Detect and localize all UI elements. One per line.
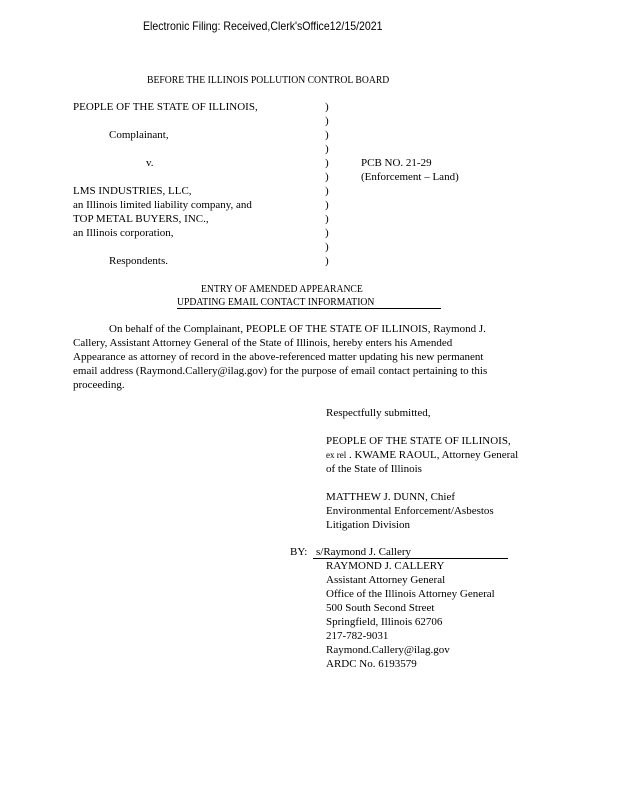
entry-title-underline (177, 308, 441, 309)
complainant-name: PEOPLE OF THE STATE OF ILLINOIS, (73, 101, 258, 113)
closing: Respectfully submitted, (326, 407, 431, 419)
signature-dunn: MATTHEW J. DUNN, Chief (326, 491, 456, 503)
respondent-2-description: an Illinois corporation, (73, 227, 174, 239)
signature-state: of the State of Illinois (326, 463, 422, 475)
caption-paren: ) (325, 171, 329, 183)
body-line: On behalf of the Complainant, PEOPLE OF THE STATE OF ILLINOIS, Raymond J. (109, 323, 486, 335)
respondent-1-description: an Illinois limited liability company, and (73, 199, 252, 211)
caption-paren: ) (325, 157, 329, 169)
complainant-label: Complainant, (109, 129, 169, 141)
caption-paren: ) (325, 213, 329, 225)
body-line: email address (Raymond.Callery@ilag.gov) for the purpose of email contact pertaining to this (73, 365, 488, 377)
attorney-street: 500 South Second Street (326, 602, 435, 614)
board-title: BEFORE THE ILLINOIS POLLUTION CONTROL BOARD (147, 74, 390, 86)
ex-rel: ex rel (326, 450, 347, 460)
caption-paren: ) (325, 185, 329, 197)
signature-division-1: Environmental Enforcement/Asbestos (326, 505, 494, 517)
respondent-2-name: TOP METAL BUYERS, INC., (73, 213, 209, 225)
body-line: Callery, Assistant Attorney General of the State of Illinois, hereby enters his Amended (73, 337, 453, 349)
attorney-phone: 217-782-9031 (326, 630, 389, 642)
case-type: (Enforcement – Land) (361, 171, 459, 183)
attorney-ardc: ARDC No. 6193579 (326, 658, 417, 670)
attorney-office: Office of the Illinois Attorney General (326, 588, 495, 600)
attorney-name: RAYMOND J. CALLERY (326, 560, 445, 572)
caption-paren: ) (325, 129, 329, 141)
respondents-label: Respondents. (109, 255, 168, 267)
caption-paren: ) (325, 101, 329, 113)
by-label: BY: (290, 546, 308, 558)
caption-paren: ) (325, 115, 329, 127)
caption-paren: ) (325, 143, 329, 155)
caption-paren: ) (325, 227, 329, 239)
filing-stamp: Electronic Filing: Received,Clerk'sOffice12/15/2021 (143, 19, 383, 33)
caption-paren: ) (325, 241, 329, 253)
signature-line (313, 558, 508, 559)
signed-name: s/Raymond J. Callery (316, 546, 412, 558)
respondent-1-name: LMS INDUSTRIES, LLC, (73, 185, 192, 197)
attorney-email: Raymond.Callery@ilag.gov (326, 644, 450, 656)
versus-label: v. (146, 157, 154, 169)
raoul-name: . KWAME RAOUL, Attorney General (349, 449, 519, 461)
attorney-title: Assistant Attorney General (326, 574, 446, 586)
attorney-city: Springfield, Illinois 62706 (326, 616, 443, 628)
signature-people: PEOPLE OF THE STATE OF ILLINOIS, (326, 435, 511, 447)
caption-paren: ) (325, 255, 329, 267)
body-line: Appearance as attorney of record in the above-referenced matter updating his new permanent (73, 351, 484, 363)
body-line: proceeding. (73, 379, 125, 391)
signature-division-2: Litigation Division (326, 519, 411, 531)
signature-raoul-line (326, 449, 518, 462)
case-number: PCB NO. 21-29 (361, 157, 432, 169)
caption-paren: ) (325, 199, 329, 211)
entry-title-line1: ENTRY OF AMENDED APPEARANCE (201, 283, 363, 295)
entry-title-line2: UPDATING EMAIL CONTACT INFORMATION (177, 296, 375, 308)
